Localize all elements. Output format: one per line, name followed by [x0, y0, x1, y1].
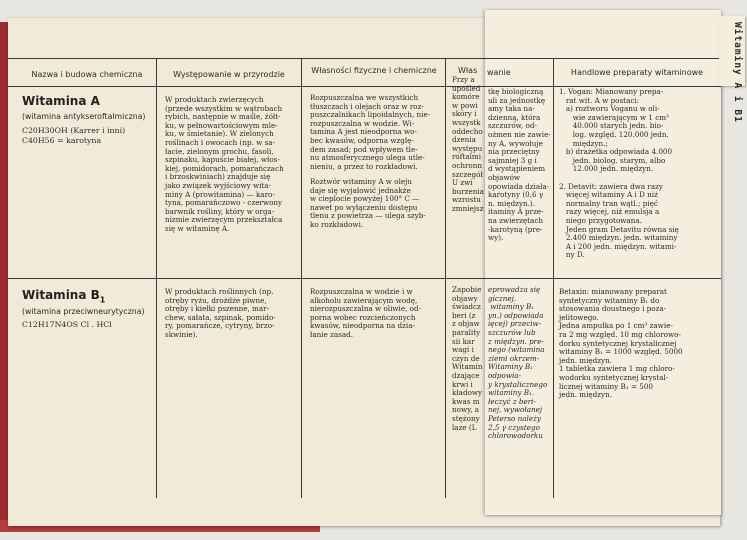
- vitamin-b1-formula: C12H17N4OS Cl . HCl: [22, 320, 112, 329]
- vitamin-a-products: 1. Vogan: Mianowany prepa- rat wit. A w postaci: a) roztworu Voganu w oli- wie zawierającym w 1 cm³ 40.000 starych jedn. bio- log. względ. 120.000 jedn. międzyn.; b) drażetka odpowiada 4.000 jedn. biolog. starym, albo 12.000 jedn. międzyn. 2. Detavit: zawiera dwa razy więcej witaminy A i D niż normalny tran wątl.; pięć razy więcej, niż emulsja a niego przygotowana. Jeden gram Detavitu równa się 2.400 międzyn. jedn. witaminy A i 200 jedn. międzyn. witami- ny D.: [559, 87, 679, 260]
- vitamin-b1-flap-column: eprowadza się gicznej. witaminy B₁ yn.) odpowiada ięcej) przeciw- szczurów lub z międzyn. pre- nego (witamina ziemi okrzem- Witaminy B₁ odpowia- y krystalicznego witaminy B₁. łeczyć z beri- nej, wywołanej Peterso należy 2,5 γ czystego chlorowodorku: [488, 285, 548, 441]
- vitamin-a-properties-1: Rozpuszczalna we wszystkich tłuszczach i olejach oraz w roz- puszczalnikach lipoidalnych, nie- rozpuszczalna w wodzie. Wi- tamina A jest nieodporna wo- bec kwasów, odporna wzglę- dem zasad; pod wpływem tle- nu atmosferycznego ulega utle- nieniu, a przez to rozkładowi.: [310, 93, 431, 171]
- flap-header-top-rule: [485, 58, 721, 59]
- vitamin-b1-title: [22, 288, 105, 304]
- vitamin-a-hidden-column: Przy a upośled komóre w powi skóry i wszystk oddecho dzenia występu roftalmi ochronn szczegół U zwi burzenia wzrostu zmniejsz: [452, 75, 484, 213]
- vitamin-b1-subtitle: (witamina przeciwneurytyczna): [22, 307, 145, 316]
- header-name: Nazwa i budowa chemiczna: [31, 70, 143, 79]
- index-tab-label: Witaminy A i B1: [732, 22, 743, 123]
- vitamin-a-flap-column: tkę biologiczną uli za jednostkę amy taka na- dzienną, która szczurów, od- ożmen nie zawie- ny A, wywołuje nia przeciętny sajmniej 3 g i d wystąpieniem objawów opowiada działa- karotyny (0,6 γ n. międzyn.). itaminy A prze- na zwierzętach -karotyną (pre- wy).: [488, 87, 551, 243]
- vitamin-b1-subscript: 1: [99, 295, 106, 305]
- col-divider-1: [156, 58, 157, 498]
- vitamin-b1-products: Betaxin: mianowany preparat syntetyczny witaminy B₁ do stosowania doustnego i poza- jelitowego. Jedna ampułka po 1 cm³ zawie- ra 2 mg względ. 10 mg chlorowo- dorku syntetycznej krystalicznej witaminy B₁ = 1000 względ. 5000 jedn. międzyn. 1 tabletka zawiera 1 mg chloro- wodorku syntetycznej krystal- licznej witaminy B₁ = 500 jedn. międzyn.: [559, 287, 683, 400]
- vitamin-a-properties-2: Roztwór witaminy A w oleju daje się wyjałowić jednakże w cieplocie powyżej 100° C — nawet po wyłączeniu dostępu tlenu z powietrza — ulega szyb- ko rozkładowi.: [310, 177, 426, 229]
- flap-col-divider: [553, 58, 554, 498]
- flap-row-divider: [485, 278, 721, 279]
- vitamin-b1-occurrence: W produktach roślinnych (np. otręby ryżu, drożdże piwne, otręby i kiełki pszenne, mar- chew, sałata, szpinak, pomido- ry, pomarańcze, cytryny, brzo- skwinie).: [165, 287, 276, 339]
- vitamin-b1-hidden-column: Zapobie objawy świadcz beri (z z objaw parality sii kar wagi i czyn de Witamin dzające krwi i kładowy kwas m nowy, a stężony laze (L: [452, 285, 483, 432]
- header-properties: Własności fizyczne i chemiczne: [311, 66, 437, 75]
- col-divider-2: [301, 58, 302, 498]
- vitamin-a-title: Witamina A: [22, 94, 100, 108]
- col-divider-3: [445, 58, 446, 498]
- vitamin-a-subtitle: (witamina antykseroftalmiczna): [22, 112, 146, 121]
- header-occurrence: Występowanie w przyrodzie: [173, 70, 285, 79]
- header-products: Handlowe preparaty witaminowe: [570, 68, 704, 77]
- header-hidden: Włas: [458, 66, 478, 75]
- vitamin-a-occurrence: W produktach zwierzęcych (przede wszystkim w wątrobach rybich, następnie w maśle, żółt- ku, w pełnowartościowym mle- ku, w śmietanie). W zielonych roślinach i owocach (np. w sa- łacie, zielonym grochu, fasoli, szpinaku, kapuście białej, włos- kiej, pomidorach, pomarańczach i brzoskwiniach) znajduje się jako związek wyjściowy wita- miny A (prowitamina) — karo- tyna, pomarańczowo - czerwony barwnik rośliny, który w orga- nizmie zwierzęcym przekształca się w witaminę A.: [165, 95, 284, 233]
- vitamin-b1-name: Witamina B: [22, 288, 100, 302]
- folded-page-flap: [485, 10, 721, 515]
- vitamin-a-formula: C20H30OH (Karrer i inni) C40H56 = karotyna: [22, 126, 126, 145]
- flap-header-role: wanie: [487, 68, 511, 77]
- vitamin-b1-properties: Rozpuszczalna w wodzie i w alkoholu zawierającym wodę, nierozpuszczalna w oliwie, od- porna wobec rozcieńczonych kwasów, nieodporna na dzia- łanie zasad.: [310, 287, 422, 339]
